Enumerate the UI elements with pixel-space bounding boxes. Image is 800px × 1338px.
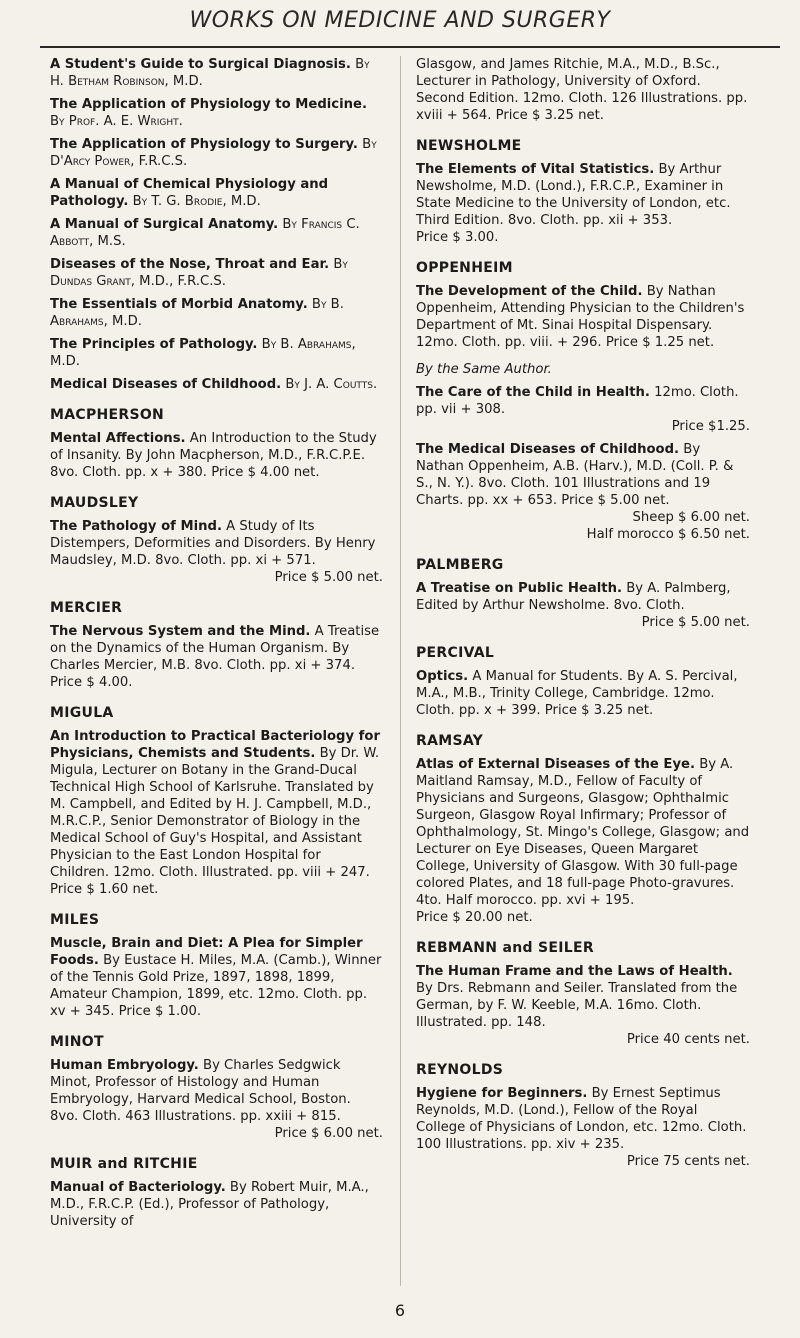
entry-title: A Student's Guide to Surgical Diagnosis.	[50, 57, 351, 72]
author-heading: RAMSAY	[416, 733, 484, 749]
entry-author: By H. Betham Robinson, M.D.	[50, 57, 370, 89]
catalog-entry	[416, 441, 750, 543]
author-heading: REYNOLDS	[416, 1062, 504, 1078]
entry-title: The Nervous System and the Mind.	[50, 624, 311, 639]
entry-price: Price $ 1.60 net.	[50, 882, 159, 897]
catalog-entry	[416, 668, 750, 719]
entry-title: The Development of the Child.	[416, 284, 643, 299]
entry-author: By B. Abrahams, M.D.	[50, 297, 344, 329]
same-author-heading: By the Same Author.	[416, 362, 552, 377]
entry-title: Diseases of the Nose, Throat and Ear.	[50, 257, 330, 272]
entry-price: Price $ 6.00 net.	[274, 1126, 383, 1141]
header-rule	[40, 46, 780, 48]
catalog-entry	[50, 1179, 383, 1230]
entry-body: By Nathan Oppenheim, A.B. (Harv.), M.D. (Coll. P. & S., N. Y.). 8vo. Cloth. 101 Illustrations and 19 Charts. pp. xx + 653.	[416, 442, 734, 508]
catalog-entry	[416, 384, 750, 435]
entry-body: A Study of Its Distempers, Deformities and Disorders. By Henry Maudsley, M.D. 8vo. Cloth. pp. xi + 571.	[50, 519, 376, 568]
entry-price: Price $ 5.00 net.	[561, 493, 670, 508]
entry-price: Price $1.25.	[671, 419, 750, 434]
entry-title: The Principles of Pathology.	[50, 337, 258, 352]
entry-author: By T. G. Brodie, M.D.	[132, 194, 261, 209]
entry-author: By Prof. A. E. Wright.	[50, 114, 183, 129]
author-heading: PALMBERG	[416, 557, 504, 573]
author-heading: PERCIVAL	[416, 645, 495, 661]
catalog-entry	[50, 176, 383, 210]
entry-author: By Francis C. Abbott, M.S.	[50, 217, 360, 249]
entry-title: Hygiene for Beginners.	[416, 1086, 588, 1101]
entry-author: By D'Arcy Power, F.R.C.S.	[50, 137, 377, 169]
catalog-entry	[50, 430, 383, 481]
entry-title: The Essentials of Morbid Anatomy.	[50, 297, 308, 312]
entry-price: Price $ 3.25 net.	[495, 108, 604, 123]
entry-price: Price 75 cents net.	[626, 1154, 750, 1169]
catalog-entry	[50, 216, 383, 250]
entry-title: Manual of Bacteriology.	[50, 1180, 226, 1195]
entry-price: Price $ 4.00.	[50, 675, 133, 690]
author-heading: MIGULA	[50, 705, 114, 721]
entry-body: By Arthur Newsholme, M.D. (Lond.), F.R.C.P., Examiner in State Medicine to the University of London, etc. Third Edition. 8vo. Cloth. pp. xii + 353.	[416, 162, 731, 228]
entry-title: The Medical Diseases of Childhood.	[416, 442, 680, 457]
entry-body: By A. Maitland Ramsay, M.D., Fellow of Faculty of Physicians and Surgeons, Glasgow; Ophthalmic Surgeon, Glasgow Royal Infirmary; Professor of Ophthalmology, St. Mingo's College, Glasgow; and Lecturer on Eye Diseases, Queen Margaret College, University of Glasgow. With 30 full-page colored Plates, and 18 full-page Photo-gravures. 4to. Half morocco. pp. xvi + 195.	[416, 757, 750, 908]
entry-price: Price $ 3.25 net.	[544, 703, 654, 718]
author-heading: REBMANN and SEILER	[416, 940, 594, 956]
entry-price: Price $ 1.25 net.	[605, 335, 715, 350]
catalog-entry	[50, 623, 383, 691]
entry-title: Optics.	[416, 669, 469, 684]
author-heading: MAUDSLEY	[50, 495, 139, 511]
entry-body: By A. Palmberg, Edited by Arthur Newsholme. 8vo. Cloth.	[416, 581, 731, 613]
catalog-entry	[50, 56, 383, 90]
entry-title: Human Embryology.	[50, 1058, 199, 1073]
catalog-entry	[416, 1085, 750, 1170]
entry-title: A Treatise on Public Health.	[416, 581, 622, 596]
entry-price: Price $ 4.00 net.	[211, 465, 320, 480]
entry-body: 12mo. Cloth. pp. vii + 308.	[416, 385, 739, 417]
entry-title: The Elements of Vital Statistics.	[416, 162, 655, 177]
catalog-entry	[50, 336, 383, 370]
column-divider	[400, 56, 401, 1286]
entry-author: By Dundas Grant, M.D., F.R.C.S.	[50, 257, 348, 289]
entry-title: The Application of Physiology to Surgery.	[50, 137, 358, 152]
catalog-entry	[50, 728, 383, 898]
entry-title: The Application of Physiology to Medicine.	[50, 97, 367, 112]
entry-body: By Nathan Oppenheim, Attending Physician to the Children's Department of Mt. Sinai Hospital Dispensary. 12mo. Cloth. pp. viii. + 296.	[416, 284, 745, 350]
entry-body: By Dr. W. Migula, Lecturer on Botany in the Grand-Ducal Technical High School of Karlsruhe. Translated by M. Campbell, and Edited by H. J. Campbell, M.D., M.R.C.P., Senior Demonstrator of Biology in the Medical School of Guy's Hospital, and Assistant Physician to the East London Hospital for Children. 12mo. Cloth. Illustrated. pp. viii + 247.	[50, 746, 380, 880]
entry-title: The Pathology of Mind.	[50, 519, 222, 534]
catalog-entry	[416, 283, 750, 351]
entry-body: By Charles Sedgwick Minot, Professor of Histology and Human Embryology, Harvard Medical School, Boston. 8vo. Cloth. 463 Illustrations. pp. xxiii + 815.	[50, 1058, 351, 1124]
entry-body: By Ernest Septimus Reynolds, M.D. (Lond.), Fellow of the Royal College of Physicians of London, etc. 12mo. Cloth. 100 Illustrations. pp. xiv + 235.	[416, 1086, 747, 1152]
entry-author: By J. A. Coutts.	[285, 377, 378, 392]
author-heading: NEWSHOLME	[416, 138, 522, 154]
entry-price: Price 40 cents net.	[626, 1032, 750, 1047]
catalog-entry	[50, 256, 383, 290]
catalog-entry	[416, 756, 750, 926]
entry-title: A Manual of Surgical Anatomy.	[50, 217, 279, 232]
entry-body: A Treatise on the Dynamics of the Human Organism. By Charles Mercier, M.B. 8vo. Cloth. pp. xi + 374.	[50, 624, 380, 673]
entry-title: The Human Frame and the Laws of Health.	[416, 964, 733, 979]
author-heading: OPPENHEIM	[416, 260, 513, 276]
author-heading: MILES	[50, 912, 100, 928]
catalog-entry	[50, 1057, 383, 1142]
catalog-entry	[50, 296, 383, 330]
author-heading: MUIR and RITCHIE	[50, 1156, 198, 1172]
catalog-entry-continued	[416, 56, 750, 124]
catalog-entry	[50, 935, 383, 1020]
entry-body: An Introduction to the Study of Insanity. By John Macpherson, M.D., F.R.C.P.E. 8vo. Cloth. pp. x + 380.	[50, 431, 377, 480]
catalog-entry	[416, 580, 750, 631]
page-number: 6	[394, 1301, 406, 1320]
catalog-entry	[50, 376, 383, 393]
catalog-entry	[50, 136, 383, 170]
entry-price: Price $ 3.00.	[416, 230, 499, 245]
entry-body: A Manual for Students. By A. S. Percival, M.A., M.B., Trinity College, Cambridge. 12mo. Cloth. pp. x + 399.	[416, 669, 738, 718]
entry-title: The Care of the Child in Health.	[416, 385, 650, 400]
entry-title: A Manual of Chemical Physiology and Pathology.	[50, 177, 329, 209]
entry-price-sheep: Sheep $ 6.00 net.	[632, 510, 750, 525]
entry-price: Price $ 1.00.	[118, 1004, 202, 1019]
right-column	[416, 56, 750, 1176]
catalog-entry	[50, 518, 383, 586]
author-heading: MACPHERSON	[50, 407, 165, 423]
entry-title: An Introduction to Practical Bacteriology for Physicians, Chemists and Students.	[50, 729, 380, 761]
entry-title: Medical Diseases of Childhood.	[50, 377, 282, 392]
entry-body: By Drs. Rebmann and Seiler. Translated from the German, by F. W. Keeble, M.A. 16mo. Cloth. Illustrated. pp. 148.	[416, 981, 738, 1030]
entry-price: Price $ 5.00 net.	[274, 570, 383, 585]
catalog-entry	[50, 96, 383, 130]
entry-title: Atlas of External Diseases of the Eye.	[416, 757, 695, 772]
catalog-entry	[416, 161, 750, 246]
catalog-entry	[416, 963, 750, 1048]
entry-price-half-morocco: Half morocco $ 6.50 net.	[586, 527, 750, 542]
entry-body: By Eustace H. Miles, M.A. (Camb.), Winner of the Tennis Gold Prize, 1897, 1898, 1899, Amateur Champion, 1899, etc. 12mo. Cloth. pp. xv + 345.	[50, 953, 382, 1019]
left-column	[50, 56, 383, 1236]
entry-price: Price $ 5.00 net.	[641, 615, 750, 630]
author-heading: MINOT	[50, 1034, 104, 1050]
entry-title: Mental Affections.	[50, 431, 186, 446]
entry-body: By Robert Muir, M.A., M.D., F.R.C.P. (Ed.), Professor of Pathology, University of	[50, 1180, 369, 1229]
entry-body: Glasgow, and James Ritchie, M.A., M.D., B.Sc., Lecturer in Pathology, University of Oxford. Second Edition. 12mo. Cloth. 126 Illustrations. pp. xviii + 564.	[416, 57, 748, 123]
entry-title: Muscle, Brain and Diet: A Plea for Simpler Foods.	[50, 936, 363, 968]
page-title: WORKS ON MEDICINE AND SURGERY	[189, 8, 611, 33]
entry-price: Price $ 20.00 net.	[416, 910, 533, 925]
entry-author: By B. Abrahams, M.D.	[50, 337, 356, 369]
author-heading: MERCIER	[50, 600, 123, 616]
